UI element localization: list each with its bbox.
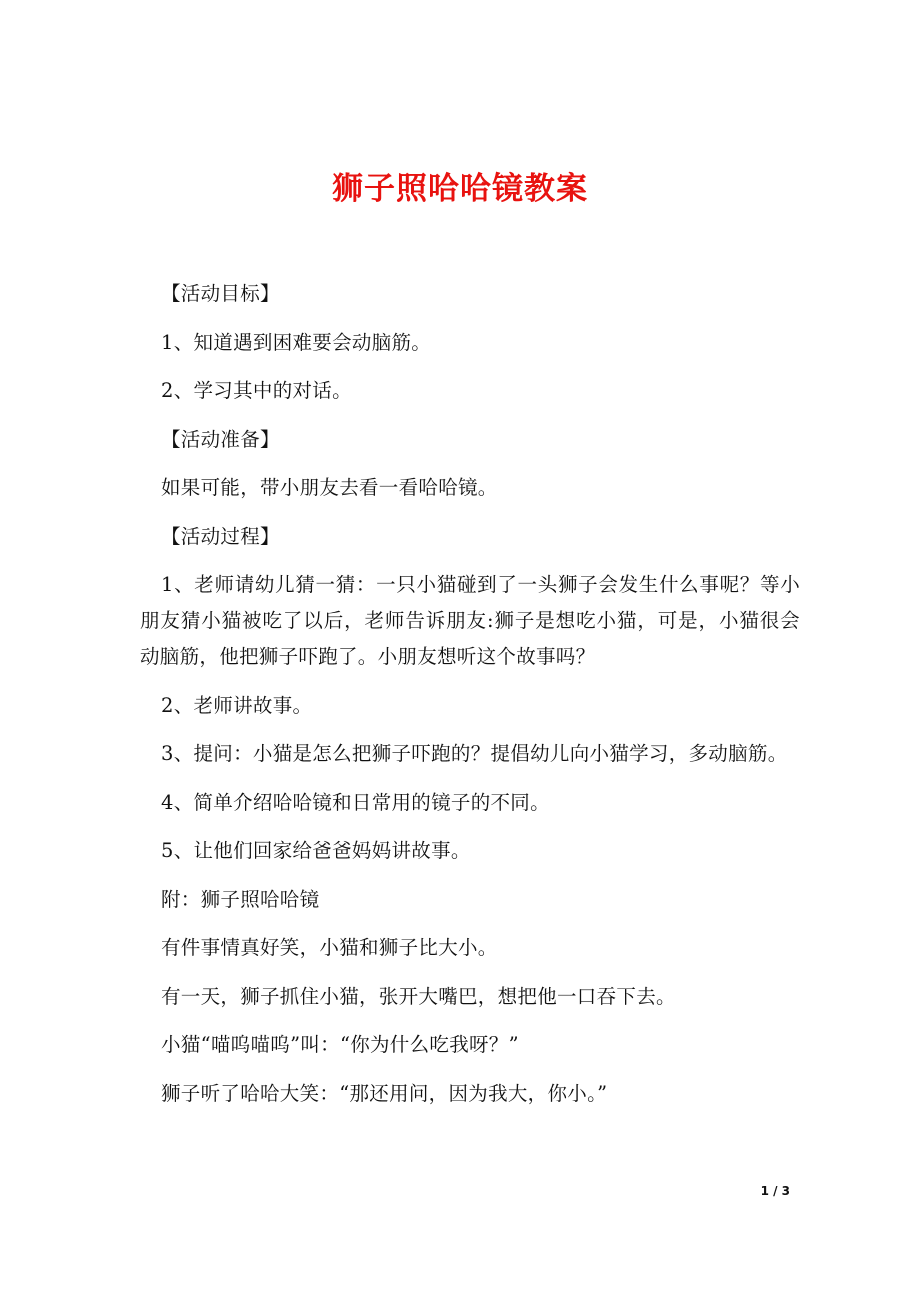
appendix-heading: 附：狮子照哈哈镜	[161, 887, 320, 911]
story-line-4: 狮子听了哈哈大笑：“那还用问，因为我大，你小。”	[161, 1081, 608, 1105]
process-step-3: 3、提问：小猫是怎么把狮子吓跑的？提倡幼儿向小猫学习，多动脑筋。	[161, 742, 788, 765]
process-step-5: 5、让他们回家给爸爸妈妈讲故事。	[161, 839, 471, 862]
story-line-3: 小猫“喵呜喵呜”叫：“你为什么吃我呀？”	[161, 1033, 519, 1056]
goal-item-1: 1、知道遇到困难要会动脑筋。	[161, 330, 432, 354]
section-heading-goals: 【活动目标】	[161, 282, 280, 305]
section-heading-process: 【活动过程】	[161, 524, 280, 548]
story-line-1: 有件事情真好笑，小猫和狮子比大小。	[161, 936, 498, 959]
process-step-4: 4、简单介绍哈哈镜和日常用的镜子的不同。	[161, 790, 550, 814]
section-heading-preparation: 【活动准备】	[161, 427, 280, 451]
preparation-text: 如果可能，带小朋友去看一看哈哈镜。	[161, 476, 498, 499]
document-body	[140, 276, 800, 1124]
story-line-2: 有一天，狮子抓住小猫，张开大嘴巴，想把他一口吞下去。	[161, 984, 676, 1008]
process-step-2: 2、老师讲故事。	[161, 693, 313, 717]
page-number: 1 / 3	[760, 1184, 790, 1198]
process-step-1: 1、老师请幼儿猜一猜：一只小猫碰到了一头狮子会发生什么事呢？等小朋友猜小猫被吃了以后，老师告诉朋友:狮子是想吃小猫，可是，小猫很会动脑筋，他把狮子吓跑了。小朋友想听这个故事吗？	[140, 573, 800, 668]
goal-item-2: 2、学习其中的对话。	[161, 379, 352, 402]
document-title: 狮子照哈哈镜教案	[332, 170, 588, 207]
